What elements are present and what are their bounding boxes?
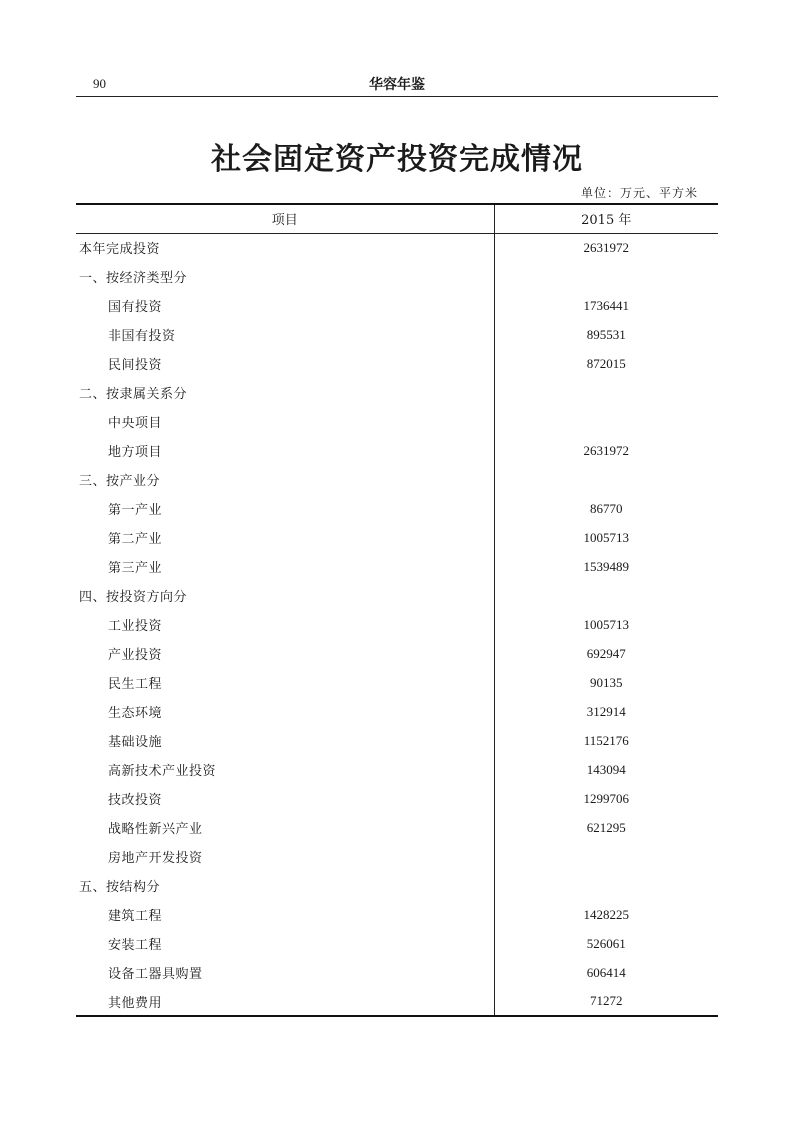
- table-row: [76, 639, 718, 668]
- row-label: 房地产开发投资: [76, 842, 494, 871]
- table-row: [76, 262, 718, 291]
- row-value: 1005713: [583, 529, 629, 545]
- table-row: [76, 494, 718, 523]
- row-label: 中央项目: [76, 407, 494, 436]
- row-label: 二、按隶属关系分: [76, 378, 494, 407]
- table-row: [76, 378, 718, 407]
- row-label: 技改投资: [76, 784, 494, 813]
- row-label: 安装工程: [76, 929, 494, 958]
- row-label: 建筑工程: [76, 900, 494, 929]
- row-label: 地方项目: [76, 436, 494, 465]
- row-label: 国有投资: [76, 291, 494, 320]
- table-row: [76, 697, 718, 726]
- table-row: [76, 726, 718, 755]
- table-body: [76, 233, 718, 1016]
- row-value: 1428225: [583, 906, 629, 922]
- table-row: [76, 784, 718, 813]
- table-header-row: [76, 204, 718, 233]
- table-row: [76, 958, 718, 987]
- row-value: 1736441: [583, 297, 629, 313]
- column-header-item: 项目: [76, 204, 494, 233]
- row-label: 四、按投资方向分: [76, 581, 494, 610]
- row-label: 五、按结构分: [76, 871, 494, 900]
- row-value: [494, 378, 718, 407]
- row-label: 民生工程: [76, 668, 494, 697]
- table-row: [76, 436, 718, 465]
- row-label: 第一产业: [76, 494, 494, 523]
- row-value: 606414: [586, 964, 626, 980]
- row-value: [494, 581, 718, 610]
- row-label: 高新技术产业投资: [76, 755, 494, 784]
- row-value: 1299706: [583, 790, 629, 806]
- row-value: 692947: [586, 645, 626, 661]
- table-row: [76, 523, 718, 552]
- row-label: 其他费用: [76, 987, 494, 1016]
- row-value: 71272: [494, 987, 718, 1016]
- row-value: 526061: [586, 935, 626, 951]
- row-value: [494, 842, 718, 871]
- row-value: [494, 407, 718, 436]
- row-value: 872015: [586, 355, 626, 371]
- row-value: 143094: [586, 761, 626, 777]
- table-row: [76, 813, 718, 842]
- row-label: 产业投资: [76, 639, 494, 668]
- table-row: [76, 320, 718, 349]
- page-title: 社会固定资产投资完成情况: [211, 142, 583, 177]
- page-header: [76, 70, 718, 97]
- row-value: 86770: [590, 500, 623, 516]
- table-row: [76, 987, 718, 1016]
- column-header-year: 2015 年: [494, 204, 718, 233]
- row-label: 非国有投资: [76, 320, 494, 349]
- row-label: 三、按产业分: [76, 465, 494, 494]
- row-value: 2631972: [583, 442, 629, 458]
- row-value: 90135: [590, 674, 623, 690]
- table-row: [76, 610, 718, 639]
- row-label: 一、按经济类型分: [76, 262, 494, 291]
- table-row: [76, 668, 718, 697]
- row-label: 工业投资: [76, 610, 494, 639]
- row-label: 生态环境: [76, 697, 494, 726]
- table-row: [76, 900, 718, 929]
- row-value: 312914: [586, 703, 626, 719]
- row-value: [494, 465, 718, 494]
- row-value: [494, 871, 718, 900]
- row-value: 1005713: [583, 616, 629, 632]
- row-label: 民间投资: [76, 349, 494, 378]
- table-row: [76, 552, 718, 581]
- table-row: [76, 842, 718, 871]
- unit-note: 单位：万元、平方米: [580, 186, 698, 200]
- page-number: 90: [93, 76, 106, 91]
- table-row: [76, 755, 718, 784]
- row-value: [494, 262, 718, 291]
- row-label: 本年完成投资: [76, 233, 494, 262]
- row-label: 第二产业: [76, 523, 494, 552]
- row-value: 2631972: [583, 239, 629, 255]
- table-row: [76, 407, 718, 436]
- row-label: 设备工器具购置: [76, 958, 494, 987]
- table-row: [76, 581, 718, 610]
- row-value: 621295: [586, 819, 626, 835]
- row-value: 1152176: [583, 732, 629, 748]
- book-title: 华容年鉴: [369, 77, 425, 93]
- table-row: [76, 465, 718, 494]
- table-row: [76, 233, 718, 262]
- row-label: 基础设施: [76, 726, 494, 755]
- table-row: [76, 349, 718, 378]
- table-row: [76, 291, 718, 320]
- row-value: 1539489: [583, 558, 629, 574]
- row-label: 战略性新兴产业: [76, 813, 494, 842]
- investment-table: [76, 203, 718, 1017]
- table-row: [76, 871, 718, 900]
- table-row: [76, 929, 718, 958]
- row-value: 895531: [586, 326, 626, 342]
- row-label: 第三产业: [76, 552, 494, 581]
